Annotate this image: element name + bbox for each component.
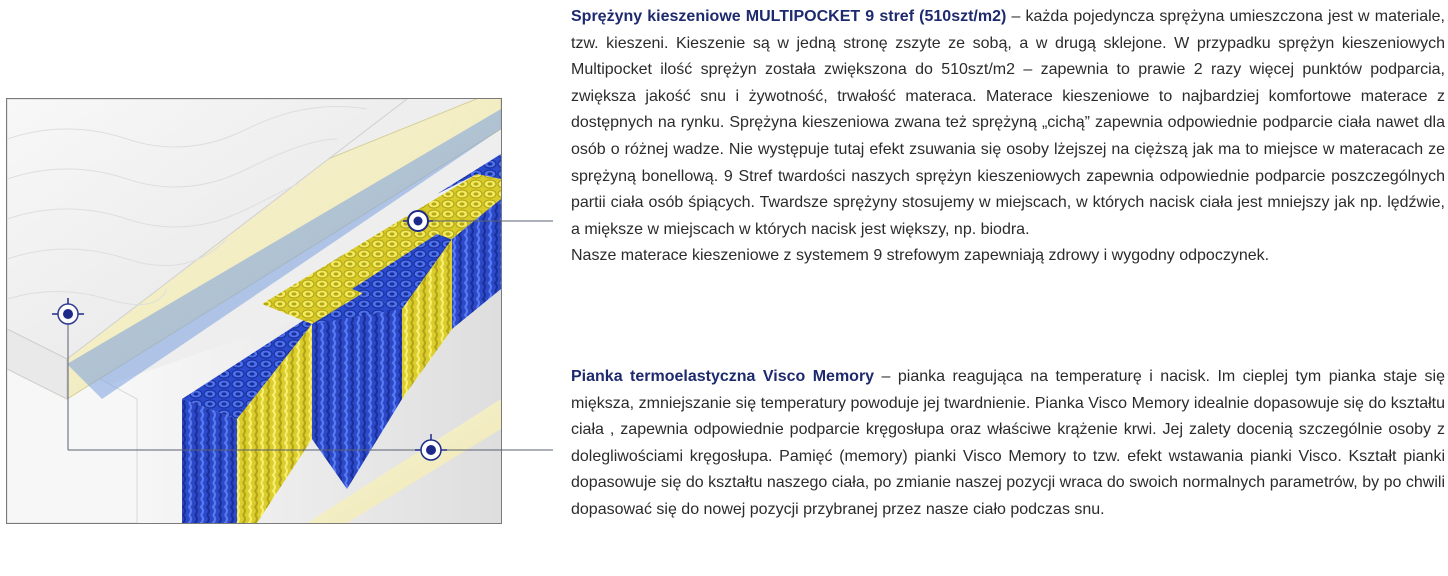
springs-note: Nasze materace kieszeniowe z systemem 9 strefowym zapewniają zdrowy i wygodny odpoczynek.: [571, 247, 1270, 265]
spring-zone-blue-side: [182, 399, 237, 523]
visco-term: Pianka termoelastyczna Visco Memory: [571, 368, 875, 385]
visco-description: [571, 364, 1445, 524]
visco-body: – pianka reagująca na temperaturę i nacisk. Im cieplej tym pianka staje się miększa, zmniejszanie się temperatury powoduje jej twardnienie. Pianka Visco Memory idealnie dopasowuje się do kształtu ciała , zapewnia odpowiednie podparcie kręgosłupa oraz właściwe krążenie krwi. Jej zalety docenią szczególnie osoby z dolegliwościami kręgosłupa. Pamięć (memory) pianki Visco Memory to tzw. efekt wstawania pianki Visco. Kształt pianki dopasowuje się do kształtu naszego ciała, po zmianie naszej pozycji wraca do swoich normalnych parametrów, by po chwili dopasować się do nowej pozycji przybranej przez nasze ciało podczas snu.: [571, 368, 1446, 518]
springs-term: Sprężyny kieszeniowe MULTIPOCKET 9 stref (510szt/m2): [571, 8, 1007, 25]
springs-paragraph: [571, 4, 1445, 243]
springs-body: – każda pojedyncza sprężyna umieszczona jest w materiale, tzw. kieszeni. Kieszenie są w jedną stronę zszyte ze sobą, a w drugą sklejone. W przypadku sprężyn kieszeniowych Multipocket ilość sprężyn została zwiększona do 510szt/m2 – zapewnia to prawie 2 razy więcej punktów podparcia, zwiększa jakość snu i żywotność, trwałość materaca. Materace kieszeniowe to najbardziej komfortowe materace z dostępnych na rynku. Sprężyna kieszeniowa zwana też sprężyną „cichą” zapewnia odpowiednie podparcie ciała nawet dla osób o różnej wadze. Nie występuje tutaj efekt zsuwania się osoby lżejszej na cięższą jak ma to miejsce w materacach ze sprężyną bonellową. 9 Stref twardości naszych sprężyn kieszeniowych zapewnia odpowiednie podparcie poszczególnych partii ciała osób śpiących. Twardsze sprężyny stosujemy w miejscach, w których nacisk ciała jest mniejszy jak np. lędźwie, a miększe w miejscach w których nacisk jest większy, np. biodra.: [571, 8, 1446, 238]
mattress-cross-section: [7, 99, 501, 523]
springs-description: [571, 4, 1445, 270]
visco-paragraph: [571, 364, 1445, 524]
mattress-illustration: [6, 98, 502, 524]
